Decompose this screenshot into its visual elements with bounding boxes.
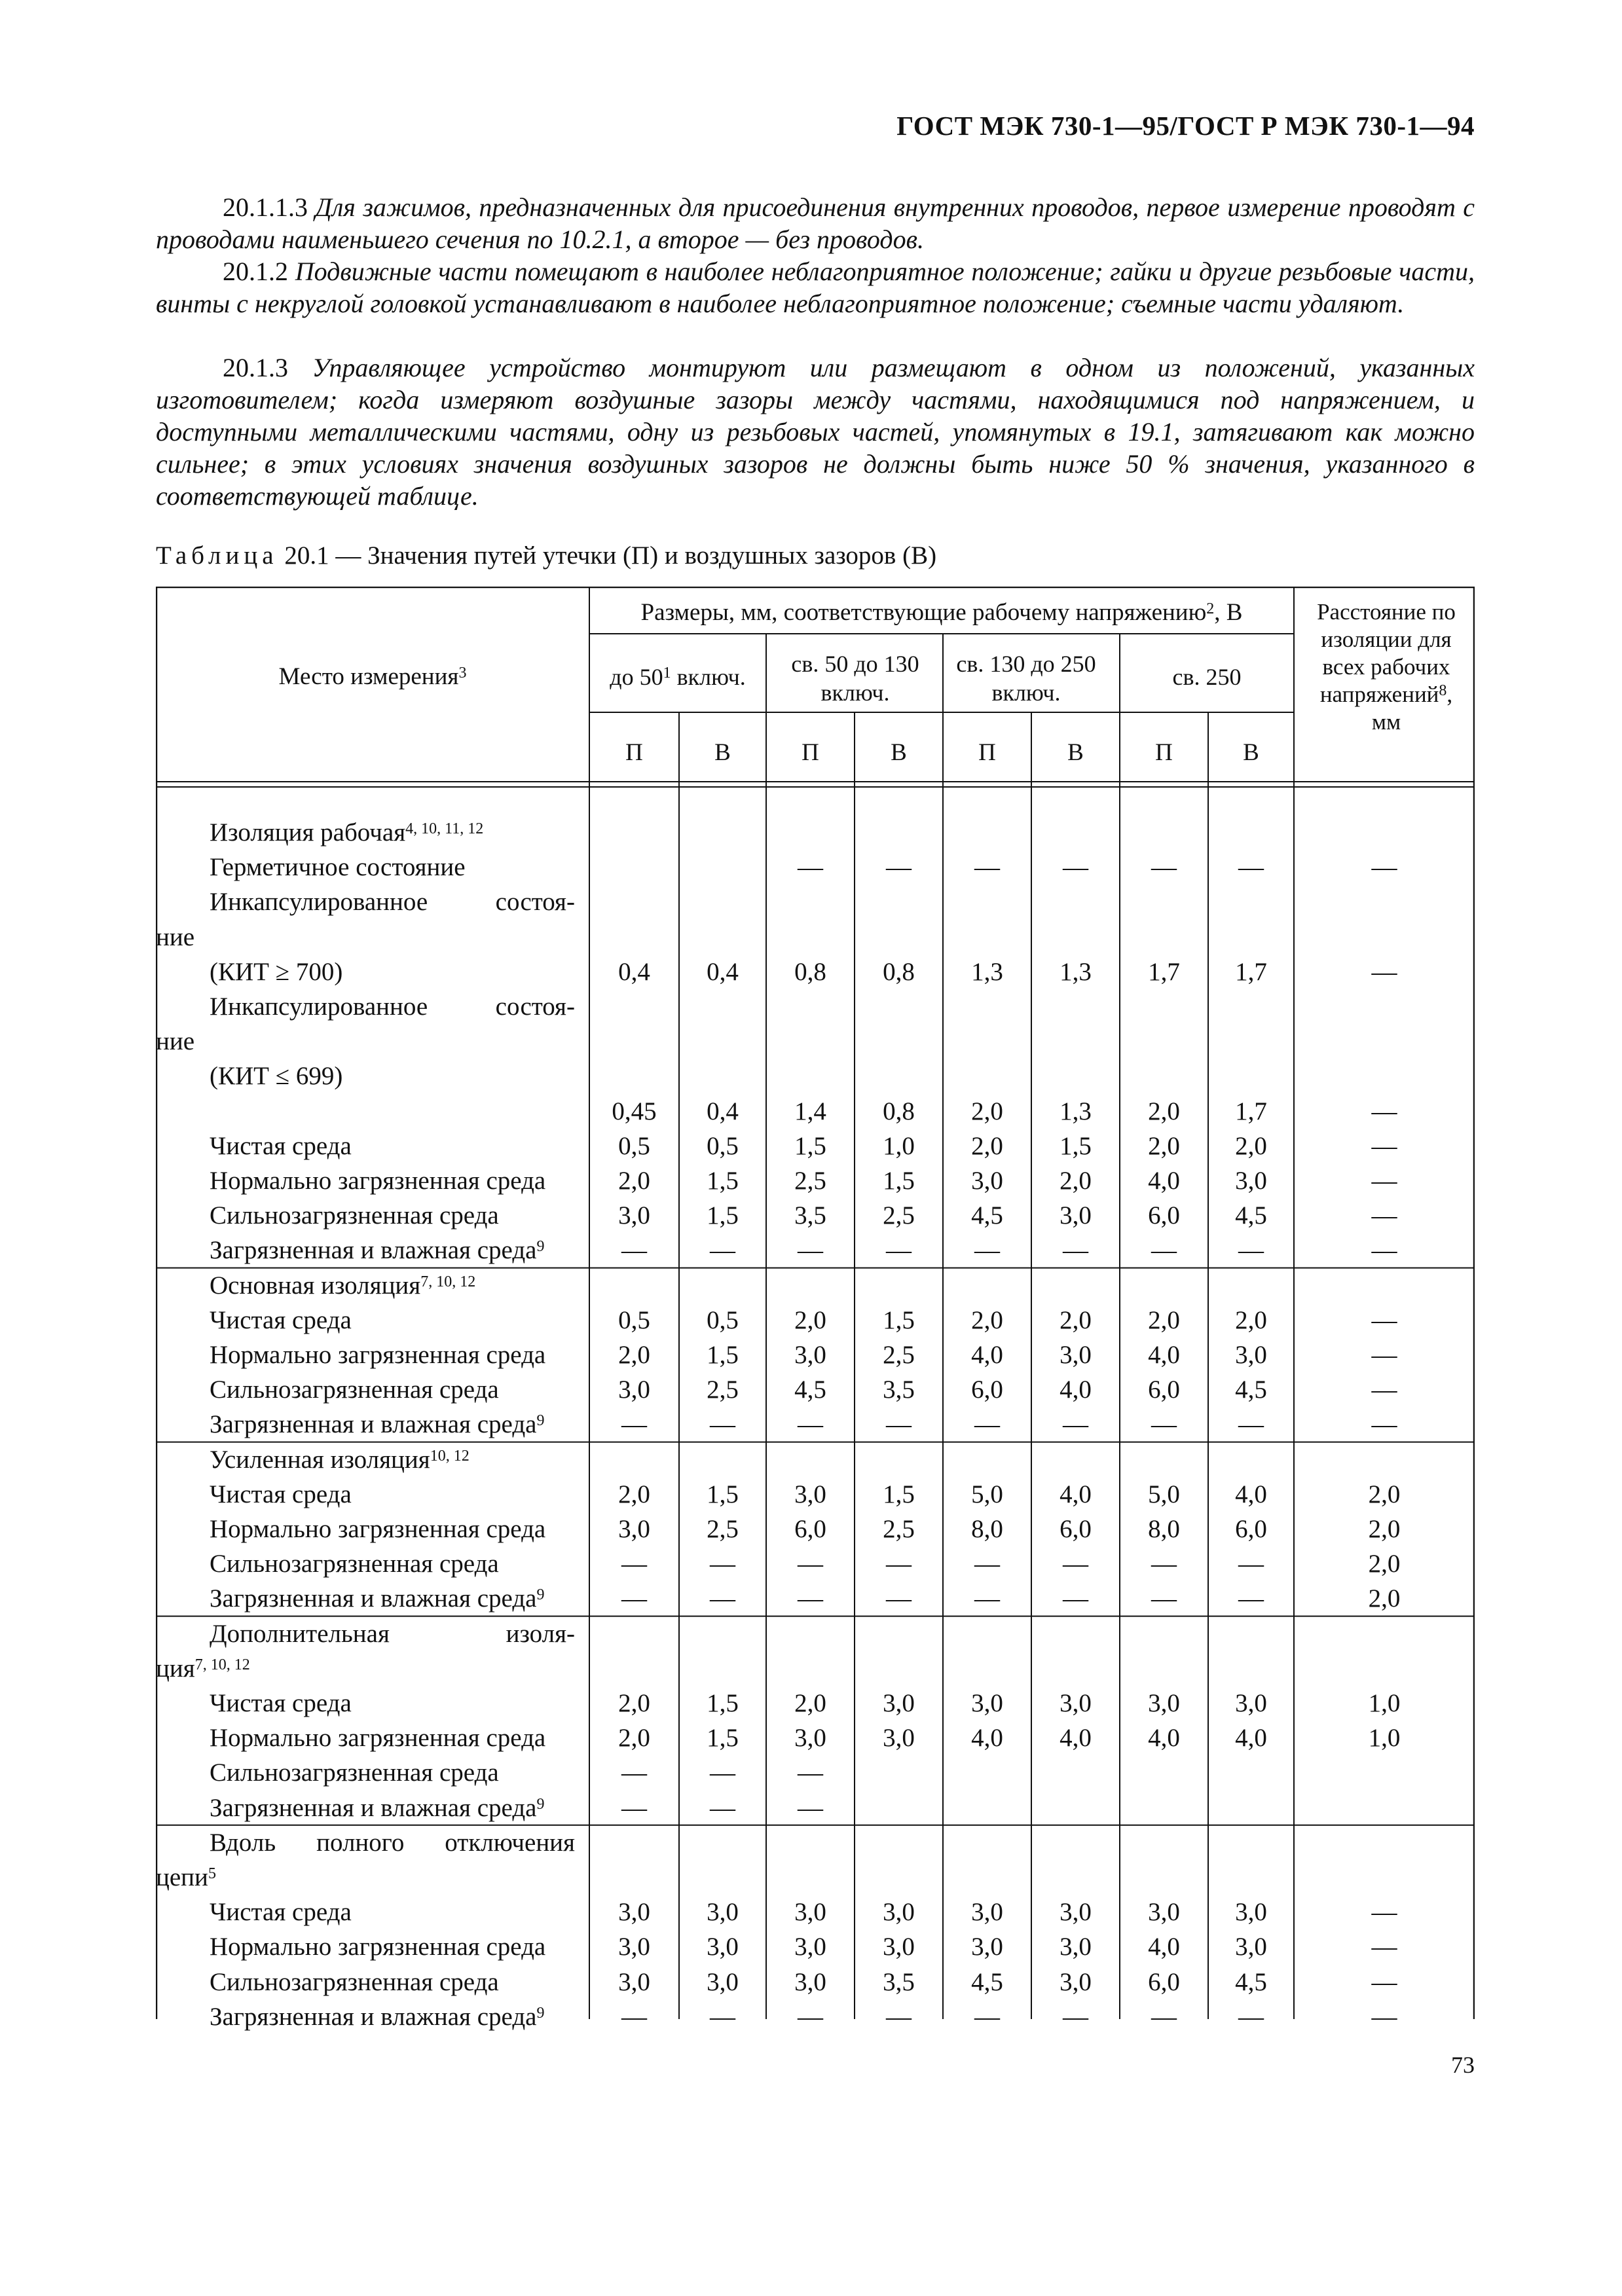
row-label: Чистая среда (210, 1131, 352, 1160)
table-cell: — (621, 1584, 647, 1613)
table-cell: 1,5 (1060, 1131, 1092, 1160)
table-cell: — (974, 1550, 1000, 1578)
row-label: Загрязненная и влажная среда$^9$ (210, 1584, 545, 1613)
table-cell: 2,0 (1235, 1131, 1267, 1160)
row-label: Нормально загрязненная среда (210, 1933, 546, 1961)
table-cell: 3,0 (618, 1898, 650, 1927)
table-cell: — (1371, 1410, 1397, 1439)
table-cell: — (1063, 1410, 1088, 1439)
table-cell: — (886, 853, 912, 882)
table-cell: 3,0 (1235, 1689, 1267, 1717)
table-cell: 4,0 (1148, 1341, 1180, 1369)
table-cell: 0,5 (707, 1305, 739, 1334)
table-cell: 2,5 (883, 1201, 915, 1230)
table-cell: 4,0 (1148, 1724, 1180, 1753)
table-cell: — (886, 2002, 912, 2031)
table-cell: 3,0 (707, 1933, 739, 1961)
table-cell: 3,0 (794, 1724, 826, 1753)
table-cell: — (974, 1410, 1000, 1439)
table-cell: 6,0 (1148, 1967, 1180, 1996)
table-cell: 3,0 (883, 1724, 915, 1753)
row-label: Основная изоляция$^{7, 10, 12}$ (210, 1271, 476, 1300)
table-cell: 4,5 (971, 1201, 1003, 1230)
table-cell: 3,0 (1060, 1967, 1092, 1996)
table-cell: 3,0 (794, 1898, 826, 1927)
table-cell: — (798, 853, 823, 882)
table-cell: — (621, 1236, 647, 1265)
table-cell: — (1063, 1550, 1088, 1578)
table-cell: 1,3 (1060, 957, 1092, 986)
table-cell: 4,0 (1060, 1480, 1092, 1508)
table-cell: — (974, 2002, 1000, 2031)
row-label: Усиленная изоляция$^{10, 12}$ (210, 1445, 470, 1474)
table-cell: 2,0 (618, 1724, 650, 1753)
table-cell: 4,5 (794, 1376, 826, 1404)
table-cell: 3,0 (971, 1689, 1003, 1717)
table-cell: — (710, 1584, 735, 1613)
table-cell: 3,0 (883, 1933, 915, 1961)
header-voltage-4: св. 250 (1172, 664, 1242, 690)
row-label: Загрязненная и влажная среда$^9$ (210, 1410, 545, 1439)
row-label: Загрязненная и влажная среда$^9$ (210, 1236, 545, 1265)
table-cell: 2,0 (794, 1689, 826, 1717)
paragraph-20-1-3 (156, 352, 1475, 512)
table-cell: — (1063, 1584, 1088, 1613)
table-cell: 1,7 (1235, 957, 1267, 986)
header-distance: Расстояние по изоляции для всех рабочих напряжений$^8$, мм (1317, 599, 1456, 735)
table-cell: — (1371, 1097, 1397, 1125)
table-cell: — (710, 2002, 735, 2031)
table-cell: 0,45 (612, 1097, 657, 1125)
row-label: Чистая среда (210, 1480, 352, 1508)
subheader-p-1: П (625, 739, 643, 766)
table-cell: — (1151, 1410, 1177, 1439)
table-cell: 3,0 (618, 1933, 650, 1961)
table-cell: 1,3 (971, 957, 1003, 986)
document-header: ГОСТ МЭК 730-1—95/ГОСТ Р МЭК 730-1—94 (896, 111, 1475, 141)
row-label: Загрязненная и влажная среда$^9$ (210, 2002, 545, 2031)
table-cell: 3,0 (1235, 1933, 1267, 1961)
table-cell: 0,8 (883, 957, 915, 986)
header-voltage-3: св. 130 до 250 включ. (956, 651, 1096, 706)
table-cell: — (1238, 1236, 1264, 1265)
clearance-table (156, 587, 1475, 2031)
table-cell: 4,5 (1235, 1201, 1267, 1230)
table-cell: 1,5 (707, 1689, 739, 1717)
table-cell: 3,0 (618, 1201, 650, 1230)
table-cell: 2,0 (971, 1131, 1003, 1160)
table-cell: 6,0 (1060, 1515, 1092, 1543)
table-cell: — (1238, 853, 1264, 882)
table-cell: 3,0 (1148, 1898, 1180, 1927)
subheader-p-3: П (978, 739, 996, 766)
table-cell: — (974, 1584, 1000, 1613)
row-label: Нормально загрязненная среда (210, 1341, 546, 1369)
table-cell: 3,0 (794, 1480, 826, 1508)
table-cell: — (1063, 1236, 1088, 1265)
table-cell: 1,0 (883, 1131, 915, 1160)
table-cell: 4,0 (1148, 1933, 1180, 1961)
table-cell: — (1063, 2002, 1088, 2031)
row-label: Сильнозагрязненная среда (210, 1967, 499, 1996)
subheader-p-2: П (802, 739, 819, 766)
table-cell: 2,0 (971, 1305, 1003, 1334)
table-cell: — (974, 1236, 1000, 1265)
table-cell: 4,5 (1235, 1967, 1267, 1996)
table-cell: — (1151, 1550, 1177, 1578)
table-cell: 4,0 (1235, 1724, 1267, 1753)
table-cell: 1,5 (794, 1131, 826, 1160)
table-cell: 2,0 (1368, 1515, 1401, 1543)
table-cell: 0,8 (794, 957, 826, 986)
table-cell: — (1151, 853, 1177, 882)
subheader-p-4: П (1155, 739, 1173, 766)
table-cell: 3,0 (883, 1689, 915, 1717)
table-caption-text: 20.1 — Значения путей утечки (П) и воздушных зазоров (В) (278, 541, 937, 570)
table-cell: 2,0 (1060, 1167, 1092, 1195)
table-cell: — (886, 1550, 912, 1578)
table-cell: 1,4 (794, 1097, 826, 1125)
subheader-b-4: В (1243, 739, 1259, 766)
row-label: Инкапсулированное состоя- (210, 888, 575, 917)
table-cell: 4,0 (1235, 1480, 1267, 1508)
table-cell: 4,0 (971, 1724, 1003, 1753)
table-cell: 2,0 (971, 1097, 1003, 1125)
table-cell: 2,0 (618, 1167, 650, 1195)
table-cell: — (1371, 957, 1397, 986)
table-cell: — (886, 1410, 912, 1439)
table-cell: 3,0 (1060, 1933, 1092, 1961)
table-cell: 8,0 (971, 1515, 1003, 1543)
table-cell: 4,5 (1235, 1376, 1267, 1404)
table-cell: 6,0 (794, 1515, 826, 1543)
table-cell: 3,0 (1148, 1689, 1180, 1717)
table-cell: 3,0 (794, 1933, 826, 1961)
table-cell: 6,0 (971, 1376, 1003, 1404)
table-cell: 1,5 (707, 1480, 739, 1508)
subheader-b-1: В (714, 739, 731, 766)
table-cell: 2,0 (1368, 1584, 1401, 1613)
paragraph-text: Подвижные части помещают в наиболее неблагоприятное положение; гайки и другие резьбовые части, винты с некруглой головкой устанавливают в наиболее неблагоприятное положение; съемные части удаляют. (156, 257, 1475, 318)
table-cell: 8,0 (1148, 1515, 1180, 1543)
table-cell: — (710, 1410, 735, 1439)
table-cell: — (1371, 1898, 1397, 1927)
table-cell: 4,5 (971, 1967, 1003, 1996)
table-cell: 2,0 (618, 1689, 650, 1717)
table-cell: — (621, 1793, 647, 1822)
row-label: Нормально загрязненная среда (210, 1167, 546, 1195)
table-cell: 2,5 (707, 1376, 739, 1404)
table-cell: 3,0 (707, 1967, 739, 1996)
table-cell: — (1371, 2002, 1397, 2031)
table-cell: 1,7 (1235, 1097, 1267, 1125)
table-cell: 3,0 (1235, 1898, 1267, 1927)
table-cell: — (1063, 853, 1088, 882)
paragraph-number: 20.1.2 (223, 257, 288, 286)
table-cell: — (1238, 1550, 1264, 1578)
row-label: Сильнозагрязненная среда (210, 1550, 499, 1578)
table-cell: — (1371, 1933, 1397, 1961)
table-cell: — (886, 1584, 912, 1613)
table-cell: 3,0 (618, 1515, 650, 1543)
table-cell: 1,5 (883, 1305, 915, 1334)
table-cell: 3,0 (1060, 1689, 1092, 1717)
table-cell: 0,5 (618, 1305, 650, 1334)
table-cell: 0,4 (618, 957, 650, 986)
table-cell: 1,7 (1148, 957, 1180, 986)
row-label: Дополнительная изоля- (210, 1619, 575, 1648)
table-cell: 0,4 (707, 957, 739, 986)
table-cell: 3,5 (794, 1201, 826, 1230)
header-place: Место измерения$^3$ (278, 663, 467, 690)
table-cell: 3,0 (1235, 1167, 1267, 1195)
paragraph-number: 20.1.1.3 (223, 192, 308, 222)
table-cell: 2,0 (1148, 1097, 1180, 1125)
table-cell: — (1371, 1201, 1397, 1230)
table-cell: — (621, 1410, 647, 1439)
table-cell: — (798, 1550, 823, 1578)
table-cell: — (798, 1236, 823, 1265)
table-cell: — (974, 853, 1000, 882)
table-cell: 3,0 (971, 1898, 1003, 1927)
table-cell: 6,0 (1148, 1376, 1180, 1404)
table-cell: — (1238, 1584, 1264, 1613)
table-cell: 1,5 (883, 1480, 915, 1508)
table-cell: — (710, 1758, 735, 1787)
table-cell: — (1238, 1410, 1264, 1439)
table-cell: — (1371, 1967, 1397, 1996)
table-cell: 1,0 (1368, 1724, 1401, 1753)
table-cell: — (1151, 1236, 1177, 1265)
table-cell: 3,5 (883, 1376, 915, 1404)
table-cell: 3,0 (1060, 1898, 1092, 1927)
paragraph-number: 20.1.3 (223, 353, 288, 382)
table-cell: 0,4 (707, 1097, 739, 1125)
table-cell: 3,0 (1235, 1341, 1267, 1369)
table-cell: 2,0 (1060, 1305, 1092, 1334)
table-cell: — (1371, 1341, 1397, 1369)
table-cell: — (1238, 2002, 1264, 2031)
table-cell: 0,8 (883, 1097, 915, 1125)
table-cell: — (621, 1550, 647, 1578)
table-cell: 3,0 (707, 1898, 739, 1927)
row-label: Сильнозагрязненная среда (210, 1376, 499, 1404)
table-cell: 3,5 (883, 1967, 915, 1996)
paragraph-text: Для зажимов, предназначенных для присоединения внутренних проводов, первое измерение проводят с проводами наименьшего сечения по 10.2.1, а второе — без проводов. (156, 192, 1475, 254)
header-voltage-2: св. 50 до 130 включ. (791, 651, 919, 706)
table-cell: 4,0 (971, 1341, 1003, 1369)
table-cell: 4,0 (1148, 1167, 1180, 1195)
table-cell: — (710, 1793, 735, 1822)
table-cell: 4,0 (1060, 1376, 1092, 1404)
table-cell: 3,0 (618, 1376, 650, 1404)
table-cell: 2,5 (883, 1341, 915, 1369)
table-cell: 2,0 (1148, 1131, 1180, 1160)
row-label: Герметичное состояние (210, 853, 466, 882)
table-cell: 3,0 (971, 1933, 1003, 1961)
table-cell: 3,0 (794, 1967, 826, 1996)
table-cell: 4,0 (1060, 1724, 1092, 1753)
row-label: Вдоль полного отключения (210, 1828, 575, 1857)
page-number: 73 (1451, 2052, 1475, 2078)
table-cell: — (1151, 1584, 1177, 1613)
table-cell: 1,5 (883, 1167, 915, 1195)
table-cell: 2,0 (1368, 1480, 1401, 1508)
table-cell: — (798, 1758, 823, 1787)
table-cell: — (1371, 1236, 1397, 1265)
row-label: Сильнозагрязненная среда (210, 1758, 499, 1787)
table-cell: 2,0 (618, 1480, 650, 1508)
row-label: Чистая среда (210, 1898, 352, 1927)
row-label: Чистая среда (210, 1689, 352, 1717)
table-caption-label: Таблица (156, 541, 278, 570)
table-cell: — (1371, 853, 1397, 882)
row-label: Чистая среда (210, 1305, 352, 1334)
table-cell: 1,0 (1368, 1689, 1401, 1717)
table-cell: — (621, 1758, 647, 1787)
table-cell: — (798, 1584, 823, 1613)
table-cell: 2,0 (1148, 1305, 1180, 1334)
paragraph-text: Управляющее устройство монтируют или размещают в одном из положений, указанных изготовителем; когда измеряют воздушные зазоры между частями, находящимися под напряжением, и доступными металлическими частями, одну из резьбовых частей, упомянутых в 19.1, затягивают как можно сильнее; в этих условиях значения воздушных зазоров не должны быть ниже 50 % значения, указанного в соответствующей таблице. (156, 353, 1475, 511)
table-cell: — (1371, 1376, 1397, 1404)
table-cell: — (886, 1236, 912, 1265)
table-cell: 3,0 (883, 1898, 915, 1927)
table-cell: — (1371, 1167, 1397, 1195)
row-label: Загрязненная и влажная среда$^9$ (210, 1793, 545, 1822)
table-cell: 2,0 (1235, 1305, 1267, 1334)
paragraph-20-1-2 (156, 255, 1475, 319)
table-cell: 3,0 (1060, 1341, 1092, 1369)
table-cell: 2,0 (1368, 1550, 1401, 1578)
table-cell: 5,0 (1148, 1480, 1180, 1508)
row-label: (КИТ ≥ 700) (210, 957, 343, 986)
table-cell: 2,5 (794, 1167, 826, 1195)
table-cell: 6,0 (1235, 1515, 1267, 1543)
row-label: ция$^{7, 10, 12}$ (156, 1654, 250, 1683)
table-cell: — (1151, 2002, 1177, 2031)
row-label: Нормально загрязненная среда (210, 1724, 546, 1753)
table-cell: — (621, 2002, 647, 2031)
row-label: ние (156, 1027, 195, 1056)
subheader-b-2: В (891, 739, 907, 766)
table-cell: 3,0 (618, 1967, 650, 1996)
header-voltage-1: до $50^1$ включ. (610, 664, 746, 690)
table-cell: 1,5 (707, 1341, 739, 1369)
table-cell: 3,0 (971, 1167, 1003, 1195)
subheader-b-3: В (1067, 739, 1084, 766)
table-cell: 0,5 (707, 1131, 739, 1160)
table-cell: — (1371, 1131, 1397, 1160)
table-cell: 1,3 (1060, 1097, 1092, 1125)
table-cell: 1,5 (707, 1201, 739, 1230)
table-cell: 6,0 (1148, 1201, 1180, 1230)
row-label: (КИТ ≤ 699) (210, 1062, 343, 1091)
table-cell: 1,5 (707, 1167, 739, 1195)
table-caption (156, 541, 936, 570)
header-sizes: Размеры, мм, соответствующие рабочему напряжению$^2$, В (640, 599, 1243, 626)
table-cell: — (710, 1236, 735, 1265)
table-cell: 2,5 (883, 1515, 915, 1543)
table-cell: 1,5 (707, 1724, 739, 1753)
table-cell: — (798, 1410, 823, 1439)
table-cell: — (798, 1793, 823, 1822)
table-cell: 2,5 (707, 1515, 739, 1543)
table-cell: — (1371, 1305, 1397, 1334)
table-cell: 5,0 (971, 1480, 1003, 1508)
table-cell: 3,0 (1060, 1201, 1092, 1230)
table-cell: 3,0 (794, 1341, 826, 1369)
table-cell: 0,5 (618, 1131, 650, 1160)
table-cell: 2,0 (618, 1341, 650, 1369)
paragraph-20-1-1-3 (156, 191, 1475, 255)
table-cell: — (710, 1550, 735, 1578)
row-label: Изоляция рабочая$^{4, 10, 11, 12}$ (210, 818, 484, 847)
row-label: ние (156, 922, 195, 951)
row-label: Сильнозагрязненная среда (210, 1201, 499, 1230)
table-cell: 2,0 (794, 1305, 826, 1334)
table-cell: — (798, 2002, 823, 2031)
row-label: цепи$^5$ (156, 1863, 216, 1891)
row-label: Инкапсулированное состоя- (210, 993, 575, 1021)
row-label: Нормально загрязненная среда (210, 1515, 546, 1543)
